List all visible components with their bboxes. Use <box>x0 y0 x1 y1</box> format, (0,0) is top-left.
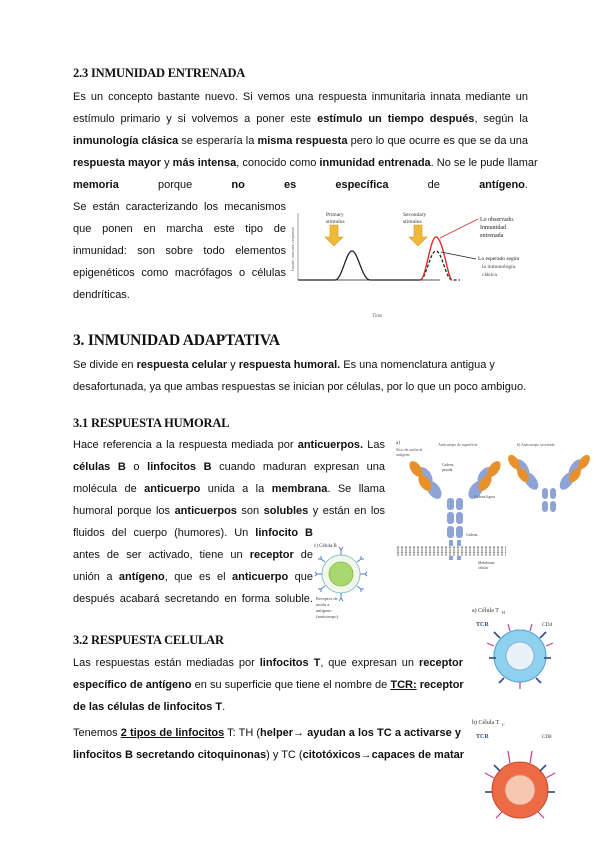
expected-pointer-line <box>441 252 476 259</box>
text-line: estímulo primario y si volvemos a poner este estímulo un tiempo después, según la <box>73 113 528 125</box>
paragraph-trained-immunity <box>73 86 538 196</box>
text-line: de las células de linfocitos T. <box>73 701 226 713</box>
text-line: dendríticas. <box>73 289 130 301</box>
fig-binding-site-label-1: Sitio de unión al <box>396 447 423 452</box>
expected-label-2: la inmunología <box>482 264 516 270</box>
secondary-arrow-icon <box>409 225 427 246</box>
th-cell-sub: H <box>502 610 505 615</box>
primary-stimulus-label-1: Primary <box>326 212 344 218</box>
humoral-lines-narrow <box>73 522 313 610</box>
graph-xlabel: Time <box>372 314 383 319</box>
fig-surface-antibody-label: Anticuerpo de superficie <box>438 442 478 447</box>
tcr-label-tc: TCR <box>476 734 489 740</box>
baseline-response-curve <box>298 251 420 280</box>
b-cell-nucleus <box>329 562 353 586</box>
secreted-antibody <box>506 453 592 512</box>
text-line: inmunología clásica se esperaría la misma respuesta pero lo que ocurre es que se da una <box>73 135 529 147</box>
b-cell-receptor-label-3: antígeno <box>316 608 332 613</box>
observed-response-curve <box>420 237 452 280</box>
b-cell-receptor-label-4: (anticuerpo) <box>316 614 338 619</box>
graph-ylabel: Innate immune response <box>290 227 295 271</box>
fig-label-a: a) <box>396 441 400 446</box>
paragraph-mechanisms <box>73 196 286 306</box>
text-line: después acabará secretando en forma soluble. <box>73 593 313 605</box>
text-line: humoral porque los anticuerpos son solubles y están en los <box>73 505 385 517</box>
section-heading-3: 3. INMUNIDAD ADAPTATIVA <box>73 332 280 349</box>
section-heading-2-3: 2.3 INMUNIDAD ENTRENADA <box>73 66 246 80</box>
b-cell-figure <box>312 540 392 622</box>
text-line: específico de antígeno en su superficie que tiene el nombre de TCR: receptor <box>73 679 464 691</box>
text-line: memoria porque no es específica de antígeno. <box>73 179 528 191</box>
cell-membrane <box>396 546 506 556</box>
text-line: células B o linfocitos B cuando maduran expresan una <box>73 461 386 473</box>
fig-light-chain-label: Cadena ligera <box>474 495 495 499</box>
section-heading-3-1: 3.1 RESPUESTA HUMORAL <box>73 416 230 430</box>
text-line: Hace referencia a la respuesta mediada por anticuerpos. Las <box>73 439 385 451</box>
text-line: Se están caracterizando los mecanismos <box>73 201 286 213</box>
text-line: antes de ser activado, tiene un receptor de <box>73 549 313 561</box>
text-line: Tenemos 2 tipos de linfocitos T: TH (helper→ ayudan a los TC a activarse y <box>73 727 461 739</box>
humoral-lines-wide <box>73 434 385 522</box>
secondary-stimulus-label-2: stimulus <box>403 219 422 225</box>
fig-secreted-antibody-label: b) Anticuerpo secretado <box>517 442 556 447</box>
text-line: desafortunada, ya que ambas respuestas se inician por células, por lo que un poco ambiguo. <box>73 381 527 393</box>
th-cell-nucleus <box>506 642 534 670</box>
cd4-label: CD4 <box>542 622 553 628</box>
observed-label-3: entrenada <box>480 233 504 239</box>
text-line: epigenéticos como macrófagos o células <box>73 267 286 279</box>
tc-cell-nucleus <box>505 775 535 805</box>
fig-heavy-chain-label-2: pesada <box>442 468 453 472</box>
secondary-stimulus-label-1: Secondary <box>403 212 427 218</box>
paragraph-cellular <box>73 652 463 718</box>
fig-binding-site-label-2: antígeno <box>396 452 410 457</box>
fig-membrane-label-1: Membrana <box>478 561 495 565</box>
fig-hinge-label: Cadena <box>466 533 478 537</box>
cellular-lines-b <box>73 696 463 718</box>
b-cell-receptor-label-1: Receptor de <box>316 596 338 601</box>
section-heading-3-2: 3.2 RESPUESTA CELULAR <box>73 633 224 647</box>
text-line: Es un concepto bastante nuevo. Si vemos una respuesta inmunitaria innata mediante un <box>73 91 528 103</box>
paragraph-t-types <box>73 722 465 766</box>
text-line: molécula de anticuerpo unida a la membrana. Se llama <box>73 483 385 495</box>
text-line: linfocitos B secretando citoquinonas) y TC (citotóxicos→capaces de matar <box>73 749 465 761</box>
antibody-figure <box>392 436 592 576</box>
primary-stimulus-label-2: stimulus <box>326 219 345 225</box>
expected-label-1: Lo esperado según <box>478 256 520 262</box>
text-line: respuesta mayor y más intensa, conocido como inmunidad entrenada. No se le pude llamar <box>73 157 538 169</box>
cellular-lines-a <box>73 652 463 696</box>
observed-pointer-line <box>440 219 478 238</box>
trained-immunity-graph <box>290 205 540 320</box>
observed-label-1: Lo observado. <box>480 217 515 223</box>
tc-cell-label: b) Célula T <box>472 720 500 726</box>
tc-cell-sub: C <box>502 722 505 727</box>
text-line: unión a antígeno, que es el anticuerpo que <box>73 571 313 583</box>
paragraph-adaptive-immunity <box>73 354 528 398</box>
text-line: que ponen en marcha este tipo de <box>73 223 286 235</box>
primary-arrow-icon <box>325 225 343 246</box>
membrane-antibody <box>407 459 504 560</box>
fig-membrane-label-2: celular <box>478 566 489 570</box>
tcr-label-th: TCR <box>476 622 489 628</box>
observed-label-2: Inmunidad <box>480 225 506 231</box>
text-line: Las respuestas están mediadas por linfocitos T, que expresan un receptor <box>73 657 464 669</box>
cd8-label: CD8 <box>542 735 552 740</box>
th-cell-figure <box>470 600 585 695</box>
th-cell-label: a) Célula T <box>472 608 499 614</box>
text-line: inmunidad: son sobre todo elementos <box>73 245 286 257</box>
text-line: fluidos del cuerpo (humores). Un linfocito B <box>73 527 313 539</box>
b-cell-label: c) Célula B <box>314 544 337 549</box>
expected-label-3: clásica <box>482 272 497 278</box>
text-line: Se divide en respuesta celular y respuesta humoral. Es una nomenclatura antigua y <box>73 359 495 371</box>
tc-cell-figure <box>470 712 585 837</box>
fig-heavy-chain-label-1: Cadena <box>442 463 454 467</box>
b-cell-receptor-label-2: unión a <box>316 602 330 607</box>
